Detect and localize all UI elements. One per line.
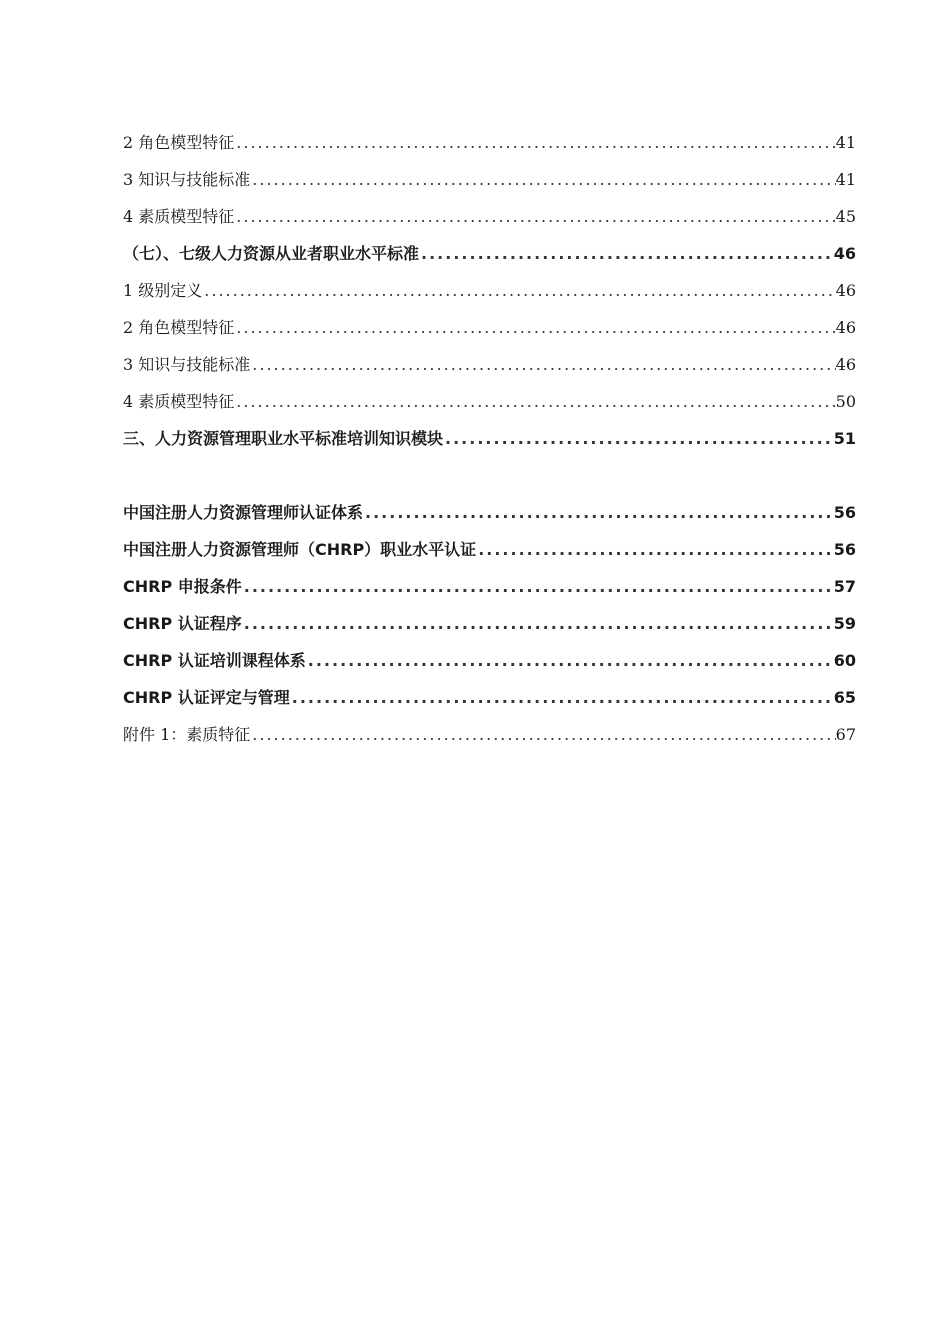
toc-dot-leader: [234, 309, 835, 346]
toc-page-number: 56: [833, 540, 856, 559]
toc-entry-title: CHRP 申报条件: [123, 577, 242, 596]
toc-page-number: 56: [833, 503, 856, 522]
toc-dot-leader: [306, 642, 834, 679]
toc-dot-leader: [250, 716, 835, 753]
toc-page-number: 41: [835, 133, 856, 152]
toc-entry[interactable]: [123, 198, 856, 235]
toc-dot-leader: [250, 346, 835, 383]
toc-section-entry[interactable]: [123, 420, 856, 457]
toc-section-entry[interactable]: [123, 568, 856, 605]
toc-entry-title: 三、人力资源管理职业水平标准培训知识模块: [123, 429, 444, 448]
toc-dot-leader: [290, 679, 834, 716]
toc-dot-leader: [443, 420, 834, 457]
toc-page-number: 51: [833, 429, 856, 448]
toc-entry-title: CHRP 认证程序: [123, 614, 242, 633]
toc-entry-title: 1 级别定义: [123, 281, 203, 300]
toc-entry-title: 中国注册人力资源管理师（CHRP）职业水平认证: [123, 540, 477, 559]
toc-page-number: 59: [833, 614, 856, 633]
toc-section-entry[interactable]: [123, 642, 856, 679]
toc-dot-leader: [202, 272, 835, 309]
toc-dot-leader: [250, 161, 835, 198]
toc-page-number: 57: [833, 577, 856, 596]
toc-section-entry[interactable]: [123, 605, 856, 642]
toc-page-number: 60: [833, 651, 856, 670]
toc-page-number: 46: [833, 244, 856, 263]
toc-page-number: 41: [835, 170, 856, 189]
toc-section-entry[interactable]: [123, 679, 856, 716]
toc-entry-title: 4 素质模型特征: [123, 207, 235, 226]
toc-dot-leader: [234, 198, 835, 235]
toc-dot-leader: [242, 568, 834, 605]
table-of-contents: [123, 124, 856, 753]
toc-entry-title: CHRP 认证评定与管理: [123, 688, 290, 707]
toc-dot-leader: [234, 383, 835, 420]
toc-entry[interactable]: [123, 346, 856, 383]
toc-page-number: 46: [835, 318, 856, 337]
toc-entry[interactable]: [123, 716, 856, 753]
toc-entry-title: 2 角色模型特征: [123, 133, 235, 152]
toc-page-number: 67: [835, 725, 856, 744]
toc-entry-title: 2 角色模型特征: [123, 318, 235, 337]
toc-spacer: [123, 457, 856, 494]
toc-section-entry[interactable]: [123, 235, 856, 272]
toc-section-entry[interactable]: [123, 531, 856, 568]
toc-entry-title: 3 知识与技能标准: [123, 355, 251, 374]
toc-entry[interactable]: [123, 309, 856, 346]
toc-dot-leader: [476, 531, 834, 568]
toc-dot-leader: [363, 494, 834, 531]
toc-dot-leader: [242, 605, 834, 642]
toc-entry-title: 中国注册人力资源管理师认证体系: [123, 503, 364, 522]
toc-page-number: 45: [835, 207, 856, 226]
toc-entry[interactable]: [123, 272, 856, 309]
toc-dot-leader: [234, 124, 835, 161]
toc-entry[interactable]: [123, 124, 856, 161]
toc-dot-leader: [419, 235, 834, 272]
toc-entry-title: 3 知识与技能标准: [123, 170, 251, 189]
toc-page-number: 65: [833, 688, 856, 707]
toc-entry-title: 4 素质模型特征: [123, 392, 235, 411]
toc-entry-title: 附件 1：素质特征: [123, 725, 251, 744]
toc-entry-title: CHRP 认证培训课程体系: [123, 651, 306, 670]
toc-page-number: 46: [835, 281, 856, 300]
toc-entry-title: （七）、七级人力资源从业者职业水平标准: [123, 244, 420, 263]
toc-section-entry[interactable]: [123, 494, 856, 531]
toc-page-number: 50: [835, 392, 856, 411]
toc-page-number: 46: [835, 355, 856, 374]
toc-entry[interactable]: [123, 161, 856, 198]
toc-entry[interactable]: [123, 383, 856, 420]
